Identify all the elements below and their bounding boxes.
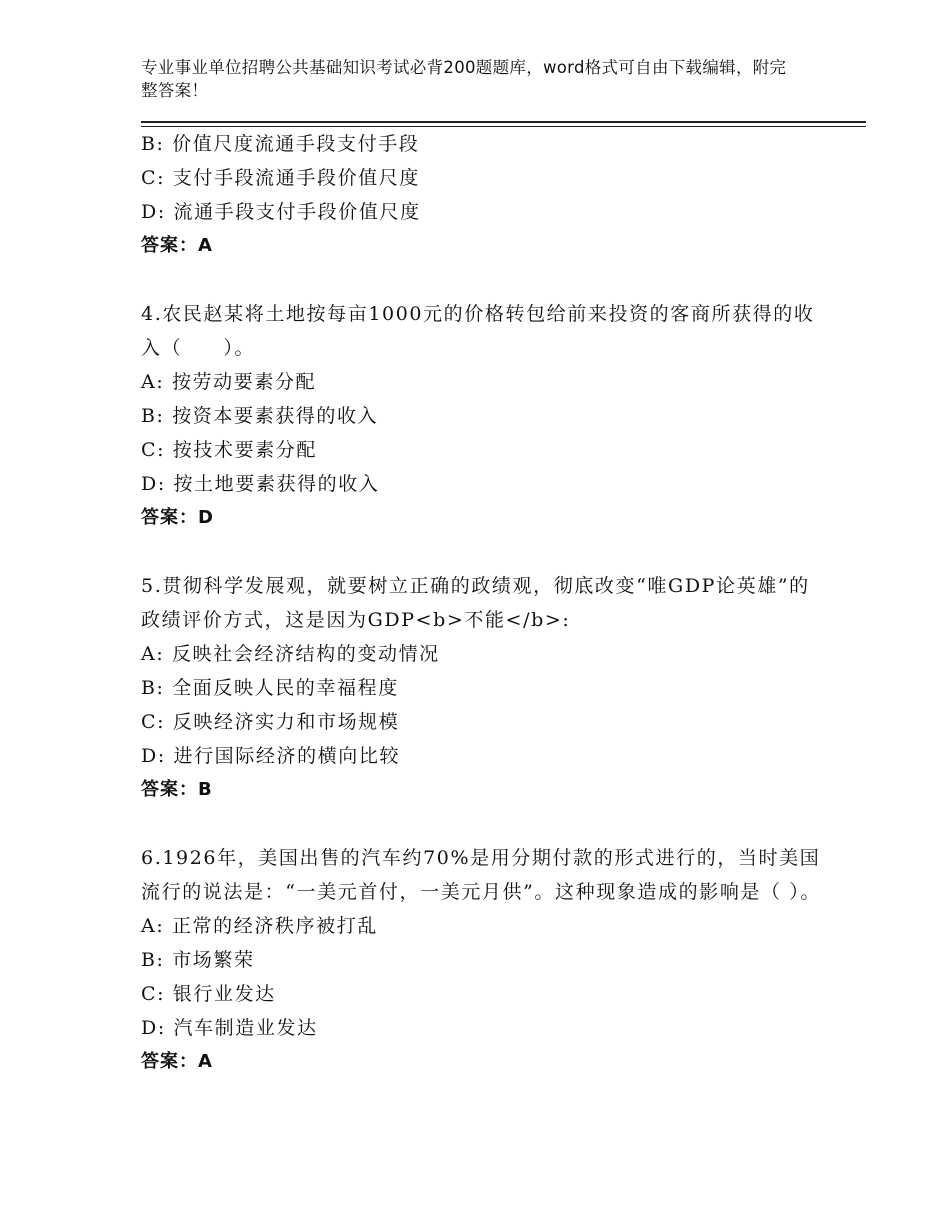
- option-c: C: 支付手段流通手段价值尺度: [141, 167, 420, 189]
- option-d: D: 进行国际经济的横向比较: [141, 745, 401, 767]
- option-a: A: 反映社会经济结构的变动情况: [141, 643, 440, 665]
- answer: 答案：B: [141, 779, 213, 800]
- question-stem: 6.1926年，美国出售的汽车约70%是用分期付款的形式进行的，当时美国流行的说法是：“一美元首付，一美元月供”。这种现象造成的影响是（ ）。: [141, 847, 821, 903]
- option-c: C: 按技术要素分配: [141, 439, 317, 461]
- option-b: B: 按资本要素获得的收入: [141, 405, 379, 427]
- answer: 答案：A: [141, 235, 213, 256]
- question-stem: 4.农民赵某将土地按每亩1000元的价格转包给前来投资的客商所获得的收入（ ）。: [141, 303, 815, 359]
- option-b: B: 价值尺度流通手段支付手段: [141, 133, 420, 155]
- option-a: A: 按劳动要素分配: [141, 371, 317, 393]
- option-a: A: 正常的经济秩序被打乱: [141, 915, 378, 937]
- answer: 答案：A: [141, 1051, 213, 1072]
- option-d: D: 按土地要素获得的收入: [141, 473, 380, 495]
- question-4: [141, 297, 821, 535]
- question-5: [141, 569, 821, 807]
- option-b: B: 全面反映人民的幸福程度: [141, 677, 399, 699]
- document-header: 专业事业单位招聘公共基础知识考试必背200题题库，word格式可自由下载编辑，附完整答案！: [141, 58, 787, 100]
- answer: 答案：D: [141, 507, 214, 528]
- option-d: D: 流通手段支付手段价值尺度: [141, 201, 421, 223]
- question-list: [141, 127, 821, 1079]
- option-c: C: 反映经济实力和市场规模: [141, 711, 400, 733]
- question-stem: 5.贯彻科学发展观，就要树立正确的政绩观，彻底改变“唯GDP论英雄”的政绩评价方式，这是因为GDP<b>不能</b>:: [141, 575, 810, 631]
- partial-question: [141, 127, 821, 263]
- option-b: B: 市场繁荣: [141, 949, 255, 971]
- question-6: [141, 841, 821, 1079]
- option-d: D: 汽车制造业发达: [141, 1017, 318, 1039]
- option-c: C: 银行业发达: [141, 983, 276, 1005]
- header-rule-thick: [141, 121, 866, 123]
